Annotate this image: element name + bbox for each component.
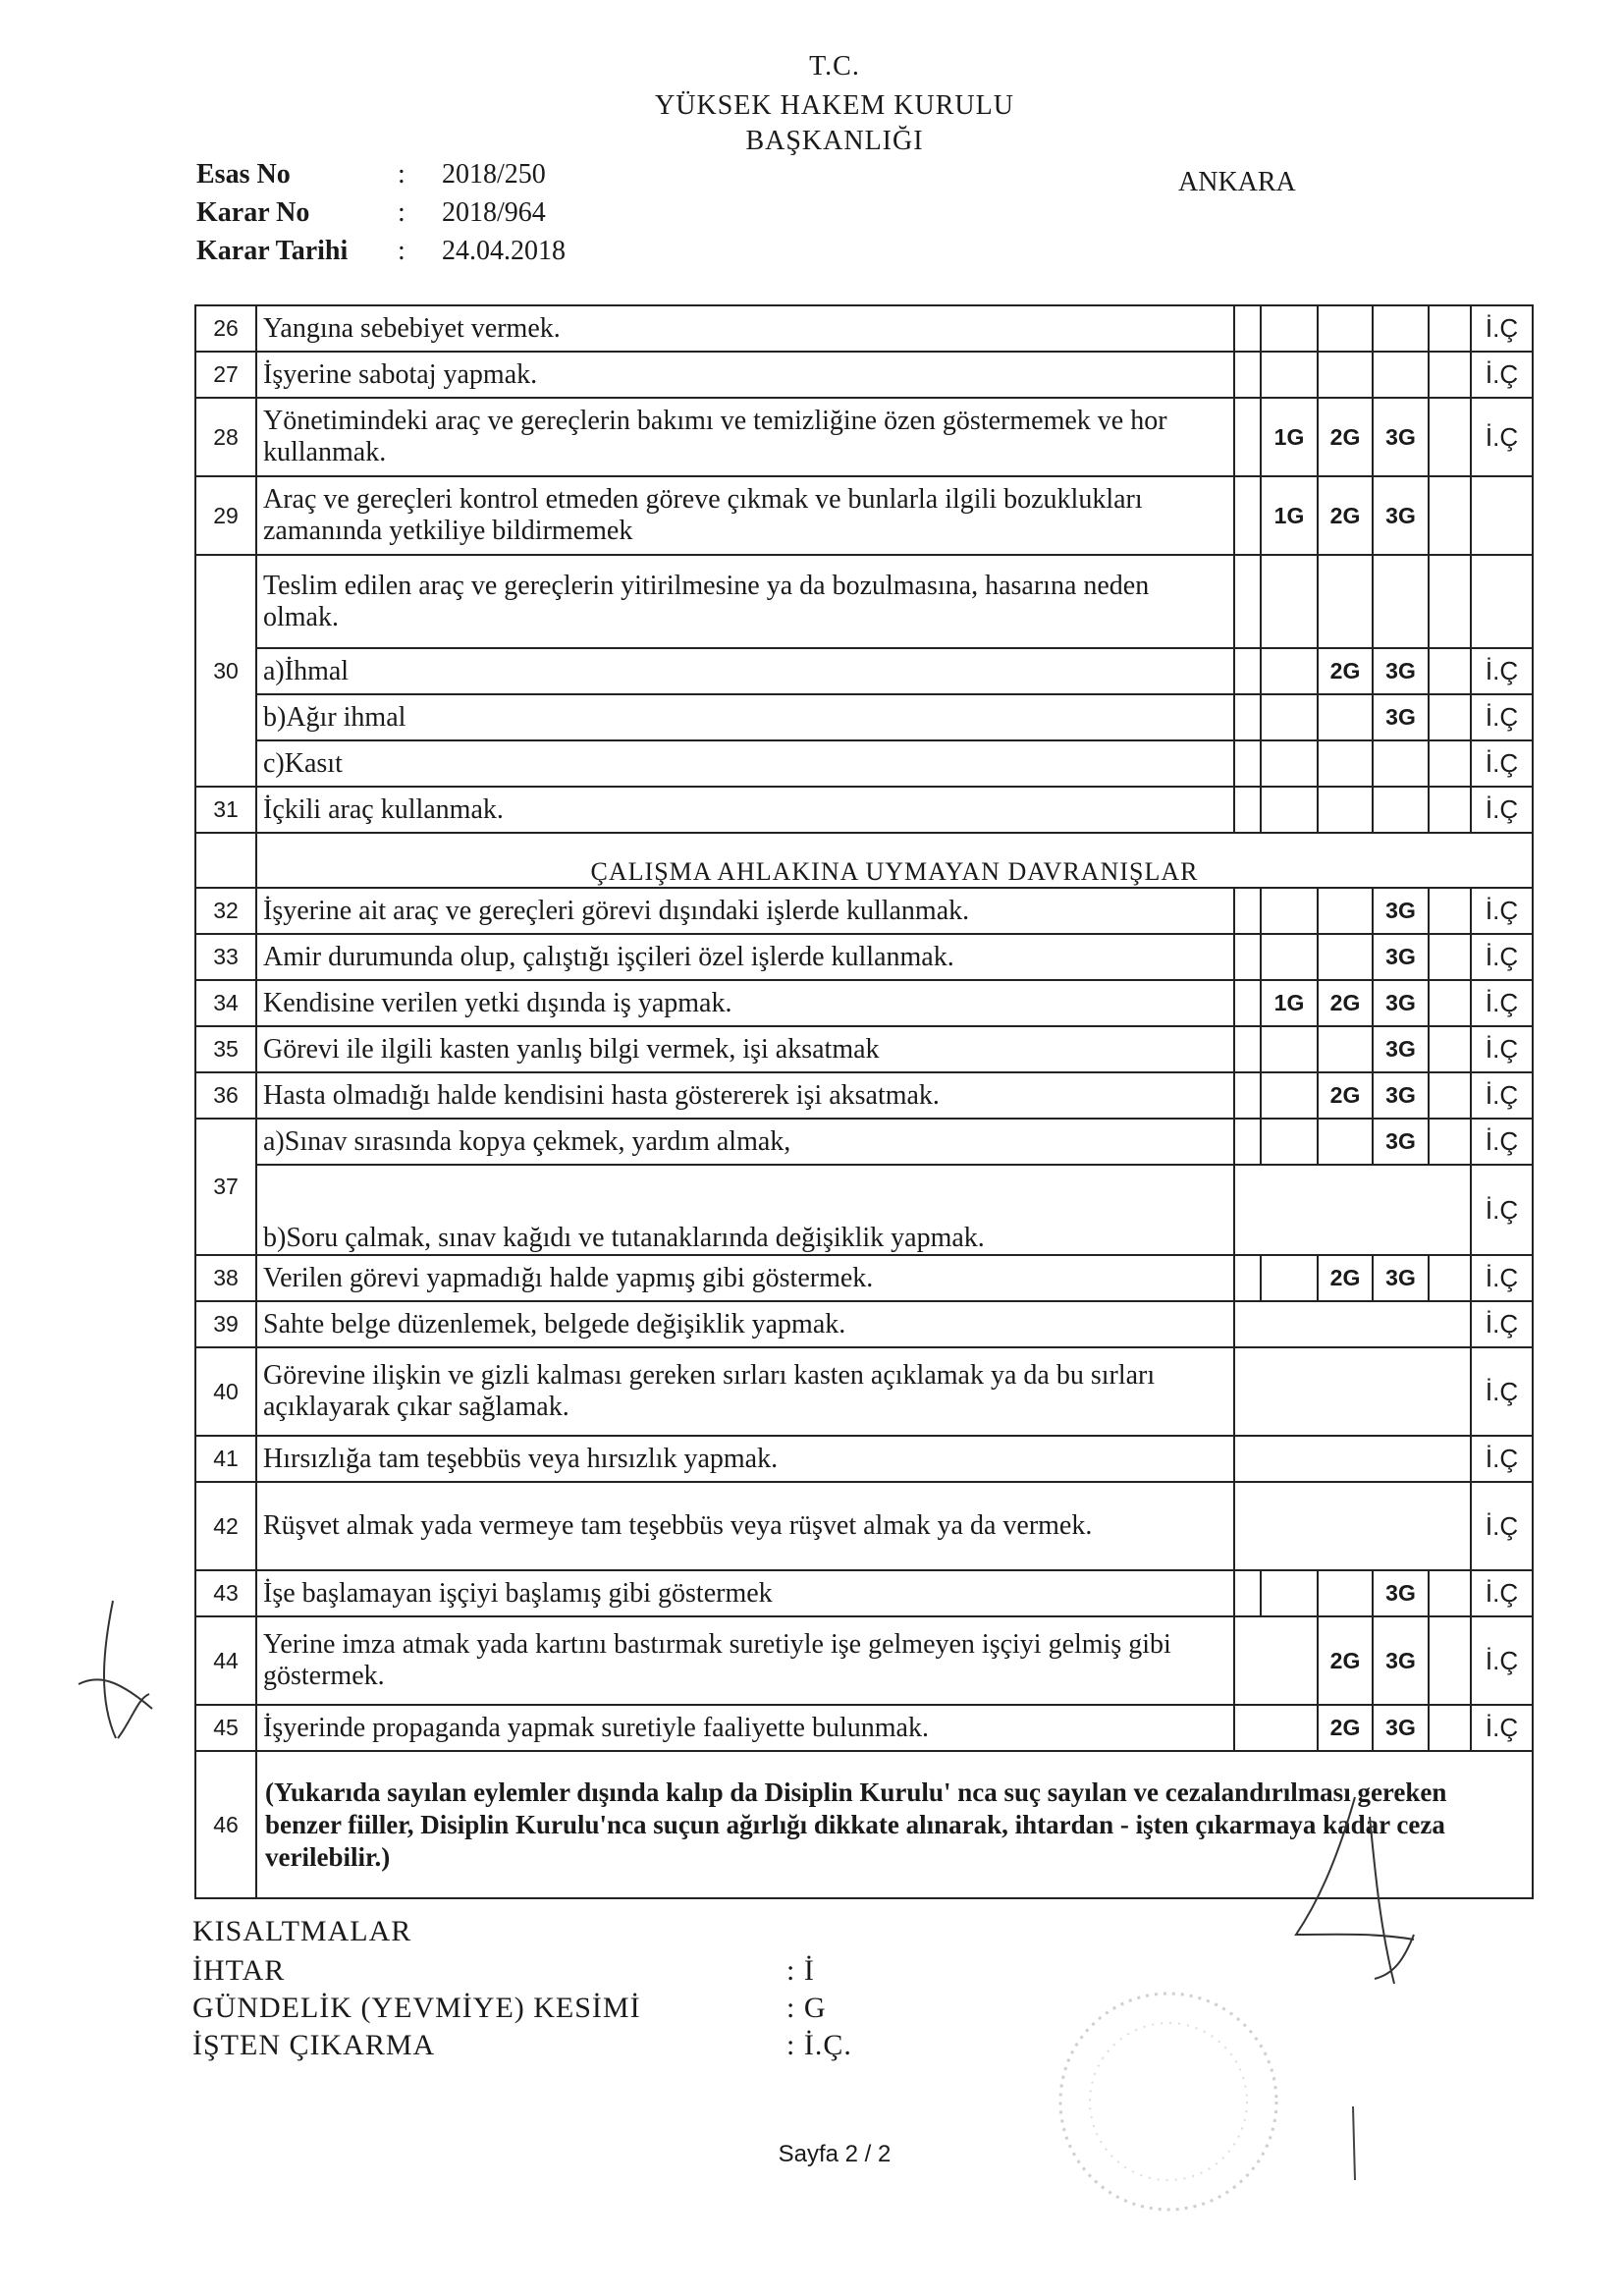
table-row: 27 İşyerine sabotaj yapmak. İ.Ç	[195, 352, 1533, 398]
decision-date: 24.04.2018	[442, 236, 566, 266]
table-row: 46 (Yukarıda sayılan eylemler dışında kalıp da Disiplin Kurulu' nca suç sayılan ve cezalandırılması gereken benzer fiiller, Disiplin Kurulu'nca suçun ağırlığı dikkate alınarak, ihtardan - işten çıkarmaya kadar ceza verilebilir.)	[195, 1751, 1533, 1898]
meta-label: Karar Tarihi	[196, 236, 349, 266]
table-row: 31 İçkili araç kullanmak. İ.Ç	[195, 787, 1533, 833]
table-row: 35 Görevi ile ilgili kasten yanlış bilgi vermek, işi aksatmak 3G İ.Ç	[195, 1026, 1533, 1072]
table-row: 26 Yangına sebebiyet vermek. İ.Ç	[195, 305, 1533, 352]
header-institution: YÜKSEK HAKEM KURULU	[655, 90, 1014, 121]
case-number-row: Esas No : 2018/250	[196, 155, 566, 193]
abbreviations	[192, 1915, 852, 2064]
meta-label: Karar No	[196, 197, 310, 228]
table-row: 29 Araç ve gereçleri kontrol etmeden göreve çıkmak ve bunlarla ilgili bozuklukları zamanında yetkiliye bildirmemek 1G 2G 3G	[195, 476, 1533, 555]
table-row: 39 Sahte belge düzenlemek, belgede değişiklik yapmak. İ.Ç	[195, 1301, 1533, 1347]
decision-date-row: Karar Tarihi : 24.04.2018	[196, 232, 566, 270]
case-meta	[196, 155, 566, 270]
table-row: 45 İşyerinde propaganda yapmak suretiyle faaliyette bulunmak. 2G 3G İ.Ç	[195, 1705, 1533, 1751]
table-row: 44 Yerine imza atmak yada kartını bastırmak suretiyle işe gelmeyen işçiyi gelmiş gibi göstermek. 2G 3G İ.Ç	[195, 1616, 1533, 1705]
page-number: Sayfa 2 / 2	[778, 2141, 892, 2167]
table-row: 36 Hasta olmadığı halde kendisini hasta göstererek işi aksatmak. 2G 3G İ.Ç	[195, 1072, 1533, 1119]
table-row: b)Soru çalmak, sınav kağıdı ve tutanaklarında değişiklik yapmak. İ.Ç	[195, 1165, 1533, 1255]
table-row: 41 Hırsızlığa tam teşebbüs veya hırsızlık yapmak. İ.Ç	[195, 1436, 1533, 1482]
table-row: 43 İşe başlamayan işçiyi başlamış gibi göstermek 3G İ.Ç	[195, 1570, 1533, 1616]
abbreviation-item: GÜNDELİK (YEVMİYE) KESİMİ : G	[192, 1992, 827, 2024]
city-label: ANKARA	[1178, 167, 1296, 197]
discipline-table	[194, 304, 1534, 1899]
meta-label: Esas No	[196, 159, 291, 190]
section-row	[195, 833, 1533, 888]
section-heading: ÇALIŞMA AHLAKINA UYMAYAN DAVRANIŞLAR	[256, 833, 1533, 888]
table-row: 37 a)Sınav sırasında kopya çekmek, yardım almak, 3G İ.Ç	[195, 1119, 1533, 1165]
table-row: c)Kasıt İ.Ç	[195, 740, 1533, 787]
table-row: 40 Görevine ilişkin ve gizli kalması gereken sırları kasten açıklamak ya da bu sırları açıklayarak çıkar sağlamak. İ.Ç	[195, 1347, 1533, 1436]
table-row: 32 İşyerine ait araç ve gereçleri görevi dışındaki işlerde kullanmak. 3G İ.Ç	[195, 888, 1533, 934]
abbreviation-item: İŞTEN ÇIKARMA : İ.Ç.	[192, 2029, 852, 2061]
decision-number-row: Karar No : 2018/964	[196, 193, 566, 232]
closing-clause: (Yukarıda sayılan eylemler dışında kalıp da Disiplin Kurulu' nca suç sayılan ve cezalandırılması gereken benzer fiiller, Disiplin Kurulu'nca suçun ağırlığı dikkate alınarak, ihtardan - işten çıkarmaya kadar ceza verilebilir.)	[256, 1751, 1533, 1898]
handwritten-signature-right	[1276, 1787, 1443, 2003]
table-row: 38 Verilen görevi yapmadığı halde yapmış gibi göstermek. 2G 3G İ.Ç	[195, 1255, 1533, 1301]
table-row: 33 Amir durumunda olup, çalıştığı işçileri özel işlerde kullanmak. 3G İ.Ç	[195, 934, 1533, 980]
case-number: 2018/250	[442, 159, 546, 190]
table-row: b)Ağır ihmal 3G İ.Ç	[195, 694, 1533, 740]
decision-number: 2018/964	[442, 197, 546, 228]
table-row: 30 Teslim edilen araç ve gereçlerin yitirilmesine ya da bozulmasına, hasarına neden olmak.	[195, 555, 1533, 648]
table-row: 28 Yönetimindeki araç ve gereçlerin bakımı ve temizliğine özen göstermemek ve hor kullanmak. 1G 2G 3G İ.Ç	[195, 398, 1533, 476]
faint-stamp	[1041, 1974, 1296, 2229]
abbreviations-title: KISALTMALAR	[192, 1915, 412, 1947]
header-tc: T.C.	[809, 51, 860, 82]
table-row: 34 Kendisine verilen yetki dışında iş yapmak. 1G 2G 3G İ.Ç	[195, 980, 1533, 1026]
header-presidency: BAŞKANLIĞI	[745, 126, 924, 156]
table-row: a)İhmal 2G 3G İ.Ç	[195, 648, 1533, 694]
abbreviation-item: İHTAR : İ	[192, 1954, 815, 1987]
handwritten-signature-left	[59, 1591, 167, 1758]
table-row: 42 Rüşvet almak yada vermeye tam teşebbüs veya rüşvet almak ya da vermek. İ.Ç	[195, 1482, 1533, 1570]
